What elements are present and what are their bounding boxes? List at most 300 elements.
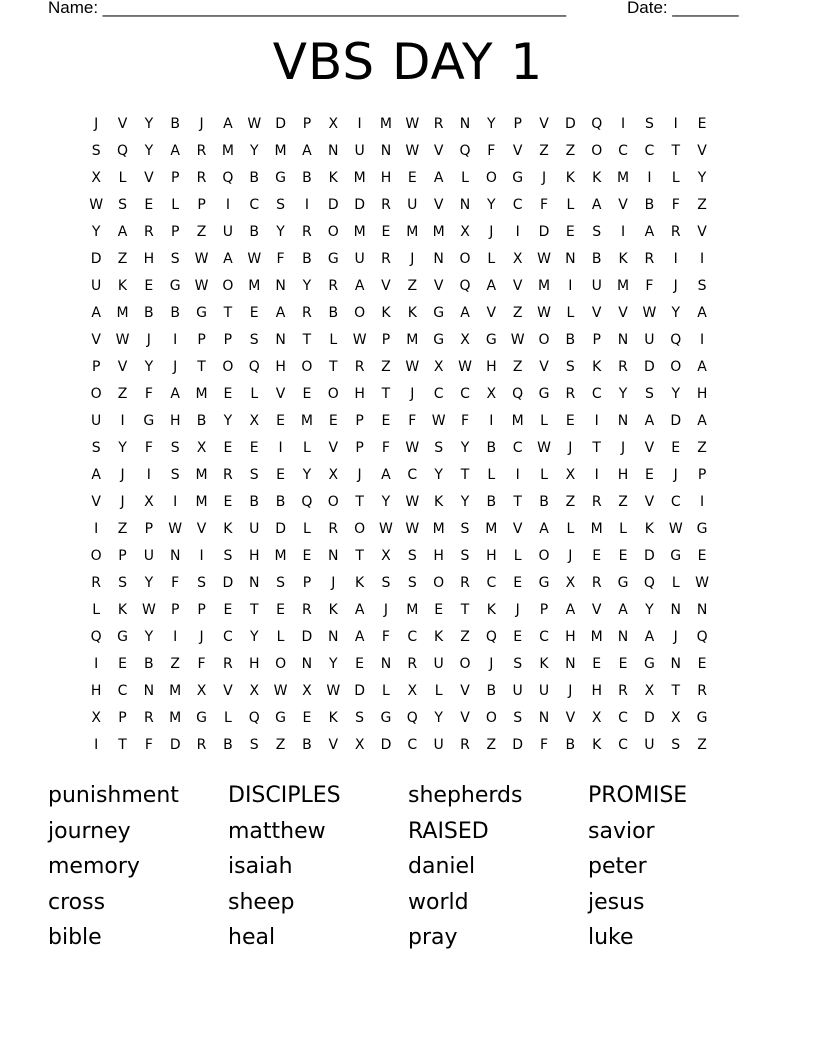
grid-letter[interactable]: L (566, 197, 575, 213)
grid-letter[interactable]: K (565, 170, 575, 186)
grid-letter[interactable]: S (513, 656, 523, 672)
grid-letter[interactable]: W (668, 521, 683, 537)
grid-letter[interactable]: E (223, 602, 233, 618)
grid-letter[interactable]: G (617, 575, 629, 591)
grid-letter[interactable]: W (405, 359, 420, 375)
grid-letter[interactable]: X (565, 467, 576, 483)
grid-letter[interactable]: H (275, 359, 286, 375)
grid-letter[interactable]: S (381, 575, 391, 591)
grid-letter[interactable]: O (538, 548, 550, 564)
grid-letter[interactable]: R (223, 467, 233, 483)
grid-letter[interactable]: Q (222, 170, 234, 186)
grid-letter[interactable]: M (432, 521, 445, 537)
grid-letter[interactable]: P (91, 359, 101, 375)
grid-letter[interactable]: E (592, 548, 602, 564)
grid-letter[interactable]: J (568, 440, 573, 456)
grid-letter[interactable]: I (94, 656, 99, 672)
grid-letter[interactable]: Y (645, 602, 654, 618)
grid-letter[interactable]: W (405, 440, 420, 456)
grid-letter[interactable]: N (169, 548, 181, 564)
grid-letter[interactable]: F (171, 575, 180, 591)
grid-letter[interactable]: U (538, 683, 550, 699)
grid-letter[interactable]: Y (487, 197, 496, 213)
grid-letter[interactable]: R (565, 386, 576, 402)
grid-letter[interactable]: S (91, 143, 101, 159)
grid-letter[interactable]: O (90, 548, 102, 564)
grid-letter[interactable]: I (700, 332, 705, 348)
grid-letter[interactable]: B (591, 251, 602, 267)
grid-letter[interactable]: B (486, 440, 497, 456)
grid-letter[interactable]: E (302, 386, 312, 402)
grid-letter[interactable]: P (539, 602, 549, 618)
grid-letter[interactable]: A (618, 602, 628, 618)
grid-letter[interactable]: H (248, 548, 260, 564)
grid-letter[interactable]: U (407, 197, 418, 213)
grid-letter[interactable]: B (328, 305, 339, 321)
grid-letter[interactable]: Y (460, 440, 470, 456)
grid-letter[interactable]: X (144, 494, 154, 510)
grid-letter[interactable]: G (327, 251, 339, 267)
grid-letter[interactable]: Z (117, 386, 128, 402)
grid-letter[interactable]: D (644, 548, 655, 564)
grid-letter[interactable]: M (432, 224, 445, 240)
grid-letter[interactable]: I (94, 521, 99, 537)
grid-letter[interactable]: V (144, 170, 154, 186)
grid-letter[interactable]: G (538, 575, 550, 591)
grid-letter[interactable]: I (700, 251, 705, 267)
grid-letter[interactable]: K (434, 629, 444, 645)
grid-letter[interactable]: V (591, 305, 602, 321)
grid-letter[interactable]: Z (697, 737, 707, 753)
grid-letter[interactable]: V (91, 494, 101, 510)
grid-letter[interactable]: O (301, 359, 313, 375)
grid-letter[interactable]: Y (697, 170, 707, 186)
grid-letter[interactable]: X (328, 116, 339, 132)
grid-letter[interactable]: I (199, 548, 204, 564)
grid-letter[interactable]: X (670, 710, 681, 726)
grid-letter[interactable]: E (407, 170, 417, 186)
grid-letter[interactable]: Z (196, 224, 207, 240)
grid-letter[interactable]: E (276, 602, 285, 618)
grid-letter[interactable]: M (406, 224, 419, 240)
grid-letter[interactable]: A (539, 521, 549, 537)
grid-letter[interactable]: R (196, 143, 207, 159)
grid-letter[interactable]: M (195, 386, 208, 402)
grid-letter[interactable]: L (513, 548, 522, 564)
grid-letter[interactable]: P (592, 332, 601, 348)
grid-letter[interactable]: S (592, 224, 602, 240)
grid-letter[interactable]: S (223, 548, 233, 564)
grid-letter[interactable]: E (249, 440, 259, 456)
grid-letter[interactable]: C (407, 737, 418, 753)
grid-letter[interactable]: Q (485, 629, 497, 645)
grid-letter[interactable]: I (673, 116, 678, 132)
grid-letter[interactable]: K (223, 521, 233, 537)
grid-letter[interactable]: J (410, 251, 415, 267)
grid-letter[interactable]: P (118, 710, 127, 726)
grid-letter[interactable]: A (697, 305, 707, 321)
grid-letter[interactable]: W (537, 305, 551, 321)
grid-letter[interactable]: I (673, 251, 678, 267)
grid-letter[interactable]: X (196, 440, 207, 456)
grid-letter[interactable]: I (568, 278, 573, 294)
grid-letter[interactable]: U (433, 656, 444, 672)
grid-letter[interactable]: G (169, 278, 181, 294)
grid-letter[interactable]: S (170, 440, 180, 456)
grid-letter[interactable]: Q (512, 386, 524, 402)
grid-letter[interactable]: E (618, 548, 628, 564)
grid-letter[interactable]: S (170, 251, 180, 267)
grid-letter[interactable]: W (405, 521, 420, 537)
grid-letter[interactable]: E (276, 467, 285, 483)
grid-letter[interactable]: A (591, 197, 602, 213)
grid-letter[interactable]: P (170, 170, 180, 186)
grid-letter[interactable]: T (355, 548, 364, 564)
grid-letter[interactable]: K (486, 602, 496, 618)
grid-letter[interactable]: Y (302, 467, 312, 483)
grid-letter[interactable]: A (223, 116, 233, 132)
grid-letter[interactable]: E (118, 656, 127, 672)
grid-letter[interactable]: V (117, 116, 128, 132)
grid-letter[interactable]: U (591, 278, 602, 294)
grid-letter[interactable]: Z (539, 143, 549, 159)
grid-letter[interactable]: T (671, 683, 681, 699)
grid-letter[interactable]: M (169, 710, 182, 726)
grid-letter[interactable]: J (673, 278, 678, 294)
grid-letter[interactable]: T (513, 494, 522, 510)
grid-letter[interactable]: S (407, 548, 417, 564)
grid-letter[interactable]: U (354, 251, 365, 267)
grid-letter[interactable]: M (485, 521, 498, 537)
grid-letter[interactable]: E (381, 224, 391, 240)
grid-letter[interactable]: Y (487, 116, 496, 132)
grid-letter[interactable]: G (643, 656, 655, 672)
grid-letter[interactable]: V (275, 386, 286, 402)
grid-letter[interactable]: I (173, 629, 178, 645)
grid-letter[interactable]: L (276, 629, 285, 645)
grid-letter[interactable]: U (249, 521, 260, 537)
grid-letter[interactable]: U (644, 332, 655, 348)
grid-letter[interactable]: I (304, 197, 309, 213)
grid-letter[interactable]: Z (381, 359, 391, 375)
grid-letter[interactable]: L (223, 710, 232, 726)
grid-letter[interactable]: C (433, 386, 444, 402)
grid-letter[interactable]: Y (144, 575, 154, 591)
grid-letter[interactable]: M (274, 143, 287, 159)
grid-letter[interactable]: P (197, 197, 206, 213)
grid-letter[interactable]: Z (117, 521, 128, 537)
grid-letter[interactable]: L (566, 521, 575, 537)
grid-letter[interactable]: P (118, 548, 127, 564)
grid-letter[interactable]: U (354, 143, 365, 159)
grid-letter[interactable]: M (511, 413, 524, 429)
grid-letter[interactable]: C (670, 494, 681, 510)
grid-letter[interactable]: A (644, 629, 655, 645)
grid-letter[interactable]: E (223, 494, 233, 510)
grid-letter[interactable]: M (116, 305, 129, 321)
grid-letter[interactable]: N (670, 602, 681, 618)
grid-letter[interactable]: E (697, 116, 707, 132)
grid-letter[interactable]: I (357, 116, 362, 132)
grid-letter[interactable]: V (512, 143, 523, 159)
grid-letter[interactable]: R (302, 305, 312, 321)
grid-letter[interactable]: F (539, 737, 549, 753)
grid-letter[interactable]: Y (460, 494, 470, 510)
grid-letter[interactable]: A (223, 251, 233, 267)
grid-letter[interactable]: J (383, 602, 389, 618)
grid-letter[interactable]: D (222, 575, 234, 591)
grid-letter[interactable]: N (248, 575, 260, 591)
grid-letter[interactable]: O (222, 359, 234, 375)
grid-letter[interactable]: T (671, 143, 681, 159)
grid-letter[interactable]: G (696, 710, 708, 726)
grid-letter[interactable]: W (537, 440, 551, 456)
grid-letter[interactable]: Z (565, 143, 576, 159)
grid-letter[interactable]: H (169, 413, 181, 429)
grid-letter[interactable]: Z (512, 359, 523, 375)
grid-letter[interactable]: N (696, 602, 708, 618)
grid-letter[interactable]: T (460, 602, 470, 618)
grid-letter[interactable]: C (512, 197, 523, 213)
grid-letter[interactable]: X (591, 710, 602, 726)
grid-letter[interactable]: A (644, 224, 655, 240)
grid-letter[interactable]: J (120, 467, 125, 483)
grid-letter[interactable]: V (697, 224, 707, 240)
grid-letter[interactable]: D (354, 197, 365, 213)
grid-letter[interactable]: T (592, 440, 601, 456)
grid-letter[interactable]: Y (144, 629, 154, 645)
grid-letter[interactable]: H (143, 251, 155, 267)
grid-letter[interactable]: W (247, 251, 262, 267)
grid-letter[interactable]: Z (697, 440, 707, 456)
grid-letter[interactable]: M (406, 602, 419, 618)
grid-letter[interactable]: W (89, 197, 104, 213)
grid-letter[interactable]: S (249, 332, 259, 348)
grid-letter[interactable]: H (696, 386, 708, 402)
grid-letter[interactable]: E (302, 548, 312, 564)
grid-letter[interactable]: F (408, 413, 417, 429)
grid-letter[interactable]: N (143, 683, 155, 699)
grid-letter[interactable]: F (144, 440, 153, 456)
grid-letter[interactable]: K (592, 737, 602, 753)
grid-letter[interactable]: X (249, 683, 260, 699)
grid-letter[interactable]: X (407, 683, 418, 699)
grid-letter[interactable]: K (539, 656, 549, 672)
grid-letter[interactable]: X (196, 683, 207, 699)
grid-letter[interactable]: F (144, 737, 153, 753)
grid-letter[interactable]: D (327, 197, 339, 213)
grid-letter[interactable]: N (275, 332, 286, 348)
grid-letter[interactable]: V (433, 143, 444, 159)
grid-letter[interactable]: N (459, 116, 471, 132)
grid-letter[interactable]: A (433, 170, 444, 186)
grid-letter[interactable]: X (460, 224, 470, 240)
grid-letter[interactable]: C (644, 143, 655, 159)
grid-letter[interactable]: I (94, 737, 99, 753)
grid-letter[interactable]: L (118, 170, 127, 186)
grid-letter[interactable]: G (196, 305, 207, 321)
grid-letter[interactable]: D (90, 251, 102, 267)
grid-letter[interactable]: G (117, 629, 128, 645)
grid-letter[interactable]: Q (670, 332, 682, 348)
grid-letter[interactable]: W (537, 251, 551, 267)
grid-letter[interactable]: M (221, 143, 234, 159)
grid-letter[interactable]: U (512, 683, 523, 699)
grid-letter[interactable]: N (565, 251, 576, 267)
grid-letter[interactable]: J (120, 494, 125, 510)
grid-letter[interactable]: Y (144, 359, 154, 375)
grid-letter[interactable]: N (380, 656, 392, 672)
grid-letter[interactable]: L (566, 305, 575, 321)
grid-letter[interactable]: J (673, 629, 678, 645)
grid-letter[interactable]: M (617, 278, 630, 294)
grid-letter[interactable]: E (276, 413, 285, 429)
grid-letter[interactable]: X (486, 386, 497, 402)
grid-letter[interactable]: Y (328, 656, 338, 672)
grid-letter[interactable]: S (276, 197, 286, 213)
grid-letter[interactable]: D (670, 413, 682, 429)
grid-letter[interactable]: R (143, 224, 154, 240)
grid-letter[interactable]: A (697, 359, 707, 375)
grid-letter[interactable]: K (644, 521, 654, 537)
grid-letter[interactable]: P (170, 602, 180, 618)
grid-letter[interactable]: S (249, 737, 259, 753)
grid-letter[interactable]: A (275, 305, 286, 321)
grid-letter[interactable]: V (486, 305, 497, 321)
grid-letter[interactable]: K (618, 251, 628, 267)
grid-letter[interactable]: Z (117, 251, 128, 267)
grid-letter[interactable]: X (644, 683, 655, 699)
grid-letter[interactable]: I (225, 197, 230, 213)
grid-letter[interactable]: R (407, 656, 418, 672)
grid-letter[interactable]: K (328, 170, 338, 186)
grid-letter[interactable]: S (197, 575, 206, 591)
grid-letter[interactable]: A (170, 386, 180, 402)
grid-letter[interactable]: I (594, 413, 599, 429)
grid-letter[interactable]: E (144, 278, 154, 294)
grid-letter[interactable]: N (459, 197, 471, 213)
grid-letter[interactable]: X (91, 710, 101, 726)
grid-letter[interactable]: O (433, 575, 445, 591)
grid-letter[interactable]: X (565, 575, 576, 591)
grid-letter[interactable]: C (117, 683, 128, 699)
grid-letter[interactable]: X (91, 170, 101, 186)
grid-letter[interactable]: W (642, 305, 657, 321)
grid-letter[interactable]: J (541, 170, 547, 186)
grid-letter[interactable]: S (276, 575, 286, 591)
grid-letter[interactable]: Y (434, 467, 443, 483)
grid-letter[interactable]: E (302, 710, 312, 726)
grid-letter[interactable]: S (91, 440, 101, 456)
grid-letter[interactable]: P (513, 116, 522, 132)
grid-letter[interactable]: P (197, 332, 206, 348)
grid-letter[interactable]: W (458, 359, 472, 375)
grid-letter[interactable]: L (171, 197, 180, 213)
grid-letter[interactable]: E (697, 548, 707, 564)
grid-letter[interactable]: Y (434, 710, 443, 726)
grid-letter[interactable]: M (195, 467, 208, 483)
grid-letter[interactable]: E (223, 386, 233, 402)
grid-letter[interactable]: Q (459, 143, 471, 159)
grid-letter[interactable]: V (91, 332, 101, 348)
grid-letter[interactable]: E (355, 656, 365, 672)
grid-letter[interactable]: Z (565, 494, 576, 510)
grid-letter[interactable]: E (144, 197, 154, 213)
grid-letter[interactable]: R (354, 359, 365, 375)
grid-letter[interactable]: I (515, 467, 520, 483)
grid-letter[interactable]: K (328, 710, 338, 726)
grid-letter[interactable]: S (460, 548, 470, 564)
grid-letter[interactable]: G (512, 170, 524, 186)
grid-letter[interactable]: U (433, 737, 444, 753)
grid-letter[interactable]: E (434, 602, 444, 618)
grid-letter[interactable]: J (489, 224, 494, 240)
grid-letter[interactable]: R (381, 197, 391, 213)
grid-letter[interactable]: A (170, 143, 180, 159)
grid-letter[interactable]: M (379, 116, 392, 132)
grid-letter[interactable]: U (143, 548, 154, 564)
grid-letter[interactable]: L (92, 602, 101, 618)
grid-letter[interactable]: R (644, 251, 655, 267)
grid-letter[interactable]: K (117, 278, 128, 294)
grid-letter[interactable]: K (117, 602, 128, 618)
grid-letter[interactable]: V (433, 278, 444, 294)
grid-letter[interactable]: M (406, 332, 419, 348)
grid-letter[interactable]: A (117, 224, 128, 240)
grid-letter[interactable]: H (90, 683, 102, 699)
grid-letter[interactable]: H (565, 629, 576, 645)
grid-letter[interactable]: V (539, 359, 549, 375)
grid-letter[interactable]: L (461, 170, 469, 186)
grid-letter[interactable]: G (433, 305, 445, 321)
grid-letter[interactable]: I (120, 413, 125, 429)
grid-letter[interactable]: O (90, 386, 102, 402)
grid-letter[interactable]: J (568, 683, 573, 699)
grid-letter[interactable]: B (302, 737, 312, 753)
grid-letter[interactable]: H (248, 656, 260, 672)
grid-letter[interactable]: G (670, 548, 682, 564)
grid-letter[interactable]: N (328, 548, 339, 564)
grid-letter[interactable]: Y (276, 224, 285, 240)
grid-letter[interactable]: L (382, 683, 390, 699)
grid-letter[interactable]: F (381, 629, 390, 645)
grid-letter[interactable]: T (460, 467, 470, 483)
grid-letter[interactable]: X (460, 332, 470, 348)
grid-letter[interactable]: F (276, 251, 285, 267)
grid-letter[interactable]: W (405, 494, 420, 510)
grid-letter[interactable]: D (564, 116, 576, 132)
grid-letter[interactable]: V (223, 683, 233, 699)
grid-letter[interactable]: Q (248, 710, 260, 726)
grid-letter[interactable]: A (91, 467, 101, 483)
grid-letter[interactable]: S (671, 737, 681, 753)
grid-letter[interactable]: O (591, 143, 603, 159)
grid-letter[interactable]: Z (486, 737, 497, 753)
grid-letter[interactable]: W (352, 332, 367, 348)
grid-letter[interactable]: V (381, 278, 391, 294)
grid-letter[interactable]: J (410, 386, 415, 402)
grid-letter[interactable]: S (118, 197, 127, 213)
grid-letter[interactable]: P (170, 224, 180, 240)
grid-letter[interactable]: W (194, 278, 209, 294)
grid-letter[interactable]: R (618, 683, 628, 699)
grid-letter[interactable]: K (381, 305, 391, 321)
grid-letter[interactable]: T (118, 737, 127, 753)
grid-letter[interactable]: C (249, 197, 260, 213)
grid-letter[interactable]: B (249, 494, 260, 510)
grid-letter[interactable]: V (565, 710, 576, 726)
grid-letter[interactable]: L (487, 251, 496, 267)
